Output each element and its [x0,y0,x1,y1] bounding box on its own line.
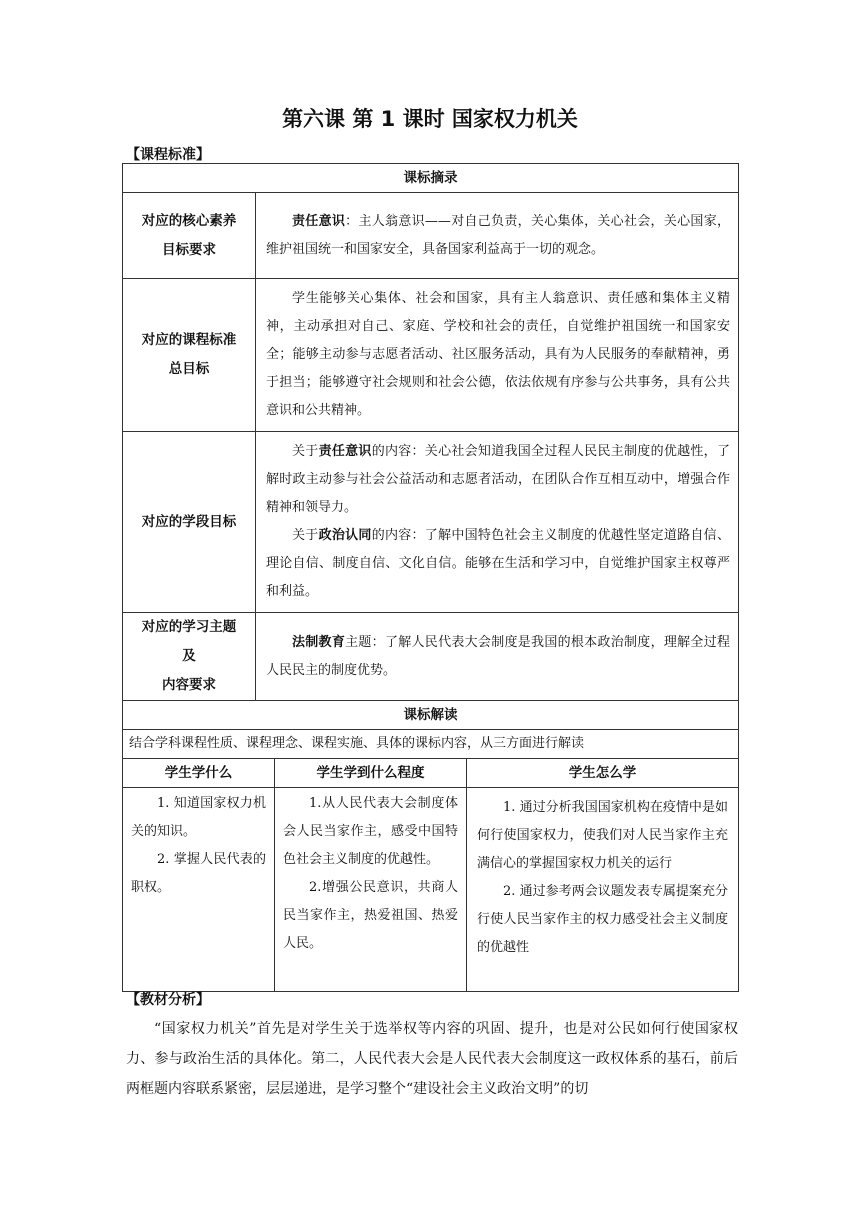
interpretation-header: 课标解读 [123,701,739,730]
excerpt-header: 课标摘录 [123,164,739,193]
page-title: 第六课 第 1 课时 国家权力机关 [282,107,578,131]
interpretation-intro: 结合学科课程性质、课程理念、课程实施、具体的课标内容，从三方面进行解读 [123,730,739,759]
section-textbook-analysis: 【教材分析】 [126,992,210,1008]
row-label-overall-goal: 对应的课程标准 总目标 [123,279,256,432]
row-label-core-literacy: 对应的核心素养 目标要求 [123,193,256,279]
col-header-what: 学生学什么 [123,759,275,788]
col-header-degree: 学生学到什么程度 [275,759,467,788]
row-content-learning-theme: 法制教育主题：了解人民代表大会制度是我国的根本政治制度，理解全过程人民民主的制度优势。 [256,613,739,701]
row-content-stage-goal: 关于责任意识的内容：关心社会知道我国全过程人民民主制度的优越性，了解时政主动参与社会公益活动和志愿者活动，在团队合作互相互动中，增强合作精神和领导力。 关于政治认同的内容：了解中国特色社会主义制度的优越性坚定道路自信、理论自信、制度自信、文化自信。能够在生活和学习中，自觉维护国家主权尊严和利益。 [256,432,739,613]
col-what-content: 1. 知道国家权力机关的知识。 2. 掌握人民代表的职权。 [123,788,275,992]
col-how-content: 1. 通过分析我国国家机构在疫情中是如何行使国家权力，使我们对人民当家作主充满信心的掌握国家权力机关的运行 2. 通过参考两会议题发表专属提案充分行使人民当家作主的权力感受社会主义制度的优越性 [467,788,739,992]
row-label-learning-theme: 对应的学习主题 及 内容要求 [123,613,256,701]
row-content-core-literacy: 责任意识：主人翁意识——对自己负责，关心集体，关心社会，关心国家，维护祖国统一和国家安全，具备国家利益高于一切的观念。 [256,193,739,279]
row-content-overall-goal: 学生能够关心集体、社会和国家，具有主人翁意识、责任感和集体主义精神，主动承担对自己、家庭、学校和社会的责任，自觉维护祖国统一和国家安全；能够主动参与志愿者活动、社区服务活动，具有为人民服务的奉献精神，勇于担当；能够遵守社会规则和社会公德，依法依规有序参与公共事务，具有公共意识和公共精神。 [256,279,739,432]
course-standard-table [122,163,739,992]
analysis-paragraph: “国家权力机关”首先是对学生关于选举权等内容的巩固、提升，也是对公民如何行使国家权力、参与政治生活的具体化。第二，人民代表大会是人民代表大会制度这一政权体系的基石，前后两框题内容联系紧密，层层递进，是学习整个“建设社会主义政治文明”的切 [126,1021,738,1097]
section-course-standard: 【课程标准】 [126,147,210,163]
col-degree-content: 1.从人民代表大会制度体会人民当家作主，感受中国特色社会主义制度的优越性。 2.增强公民意识，共商人民当家作主，热爱祖国、热爱人民。 [275,788,467,992]
col-header-how: 学生怎么学 [467,759,739,788]
row-label-stage-goal: 对应的学段目标 [123,432,256,613]
